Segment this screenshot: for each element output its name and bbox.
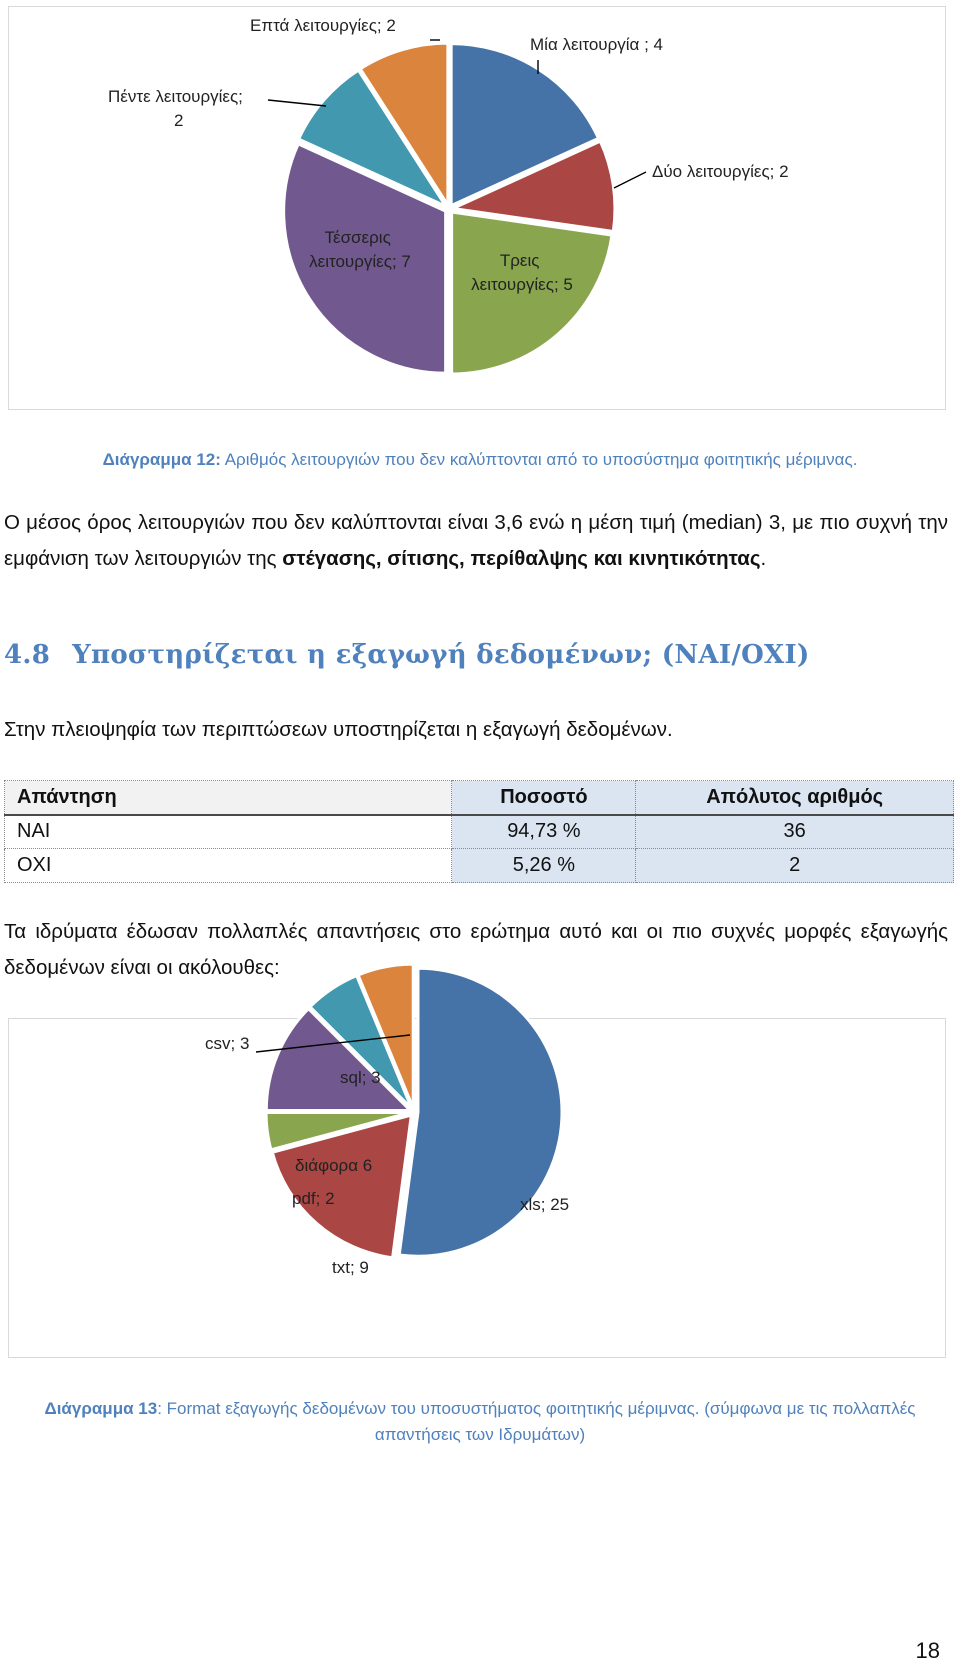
heading-number: 4.8 bbox=[4, 640, 51, 670]
pie2-label-sql: sql; 3 bbox=[340, 1068, 381, 1087]
table-header-count: Απόλυτος αριθμός bbox=[636, 781, 954, 815]
page-number: 18 bbox=[915, 1638, 940, 1663]
para1-text-b: . bbox=[760, 547, 767, 570]
table-header-answer: Απάντηση bbox=[5, 781, 452, 815]
table-cell-count: 36 bbox=[636, 815, 954, 849]
pie1-label-dyo: Δύο λειτουργίες; 2 bbox=[652, 162, 789, 181]
table-header-percent: Ποσοστό bbox=[452, 781, 636, 815]
table-cell-count: 2 bbox=[636, 849, 954, 883]
pie1-label-mia: Μία λειτουργία ; 4 bbox=[530, 35, 663, 54]
pie2-label-xls: xls; 25 bbox=[520, 1195, 570, 1214]
table-cell-percent: 94,73 % bbox=[452, 815, 636, 849]
caption12-text: Αριθμός λειτουργιών που δεν καλύπτονται από το υποσύστημα φοιτητικής μέριμνας. bbox=[220, 450, 858, 469]
paragraph-export-formats: Τα ιδρύματα έδωσαν πολλαπλές απαντήσεις στο ερώτημα αυτό και οι πιο συχνές μορφές εξαγωγής δεδομένων είναι οι ακόλουθες: bbox=[4, 920, 948, 979]
para1-bold: στέγασης, σίτισης, περίθαλψης και κινητικότητας bbox=[282, 547, 761, 570]
pie1-label-tessera-line2: λειτουργίες; 7 bbox=[309, 252, 411, 271]
heading-title: Υποστηρίζεται η εξαγωγή δεδομένων; (ΝΑΙ/ΟΧΙ) bbox=[72, 640, 810, 670]
paragraph-export-majority: Στην πλειοψηφία των περιπτώσεων υποστηρίζεται η εξαγωγή δεδομένων. bbox=[4, 718, 673, 741]
table-cell-answer: ΝΑΙ bbox=[5, 815, 452, 849]
pie1-label-pente-line2: 2 bbox=[174, 111, 184, 130]
pie1-label-epta: Επτά λειτουργίες; 2 bbox=[250, 16, 396, 35]
table-cell-answer: ΟΧΙ bbox=[5, 849, 452, 883]
figure-caption-13 bbox=[20, 1396, 940, 1448]
pie1-label-tessera-line1: Τέσσερις bbox=[324, 228, 391, 247]
pie2-label-csv: csv; 3 bbox=[205, 1034, 250, 1053]
caption12-prefix: Διάγραμμα 12: bbox=[102, 450, 221, 469]
para1-text-a: Ο μέσος όρος λειτουργιών που δεν καλύπτονται είναι 3,6 ενώ η μέση τιμή (median) 3, με πιο συχνή την εμφάνιση των λειτουργιών της bbox=[4, 511, 948, 570]
pie1-label-pente-line1: Πέντε λειτουργίες; bbox=[108, 87, 243, 106]
pie1-label-treis-line2: λειτουργίες; 5 bbox=[471, 275, 573, 294]
pie2-label-txt: txt; 9 bbox=[332, 1258, 369, 1277]
pie2-label-diafora: διάφορα 6 bbox=[295, 1156, 373, 1175]
caption13-text: : Format εξαγωγής δεδομένων του υποσυστήματος φοιτητικής μέριμνας. (σύμφωνα με τις πολλαπλές απαντήσεις των Ιδρυμάτων) bbox=[157, 1399, 916, 1444]
pie2-label-pdf: pdf; 2 bbox=[292, 1189, 335, 1208]
caption13-prefix: Διάγραμμα 13 bbox=[44, 1399, 158, 1418]
table-cell-percent: 5,26 % bbox=[452, 849, 636, 883]
pie1-label-treis-line1: Τρεις bbox=[499, 251, 540, 270]
